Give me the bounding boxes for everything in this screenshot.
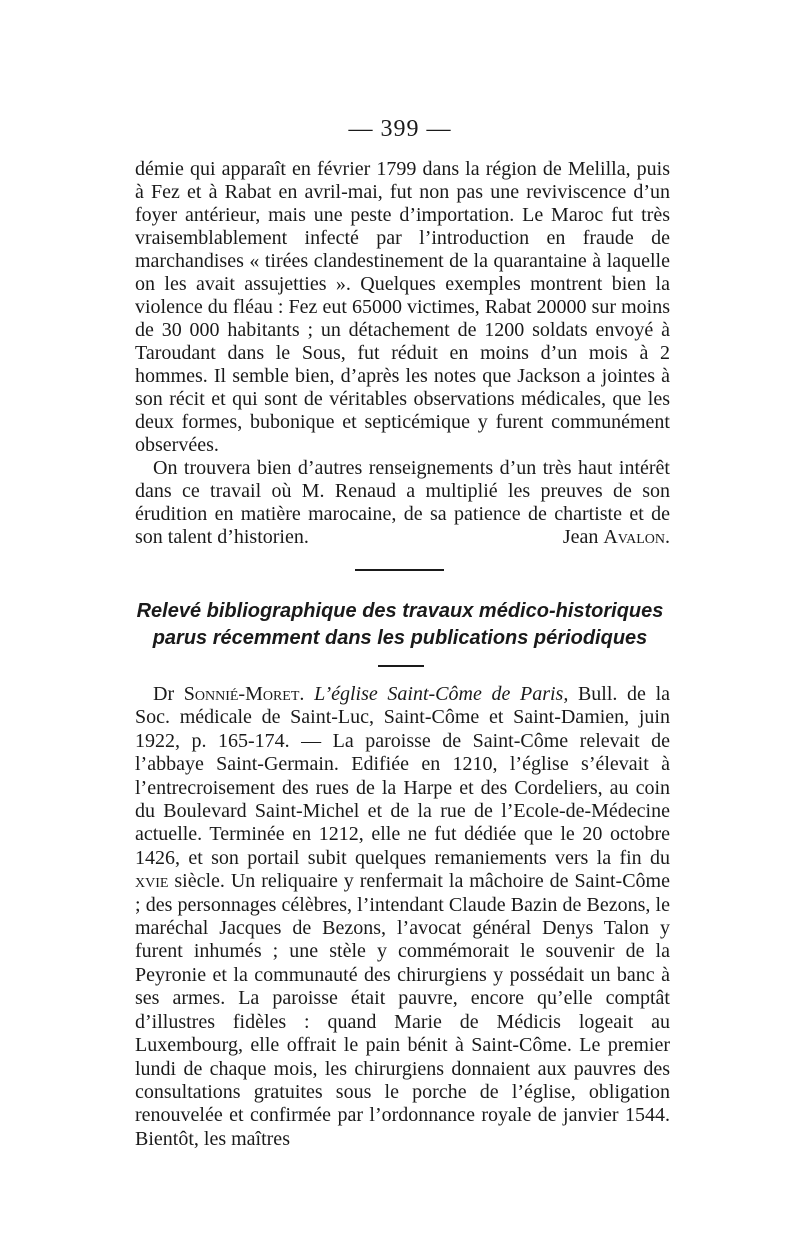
signature-first-name: Jean xyxy=(562,526,599,548)
section-divider-rule xyxy=(355,569,444,571)
bibliography-entry xyxy=(135,683,670,1151)
review-signature xyxy=(545,526,670,549)
signature-last-name: Avalon. xyxy=(603,526,670,548)
section-title xyxy=(100,598,700,652)
entry-author xyxy=(153,683,304,705)
author-prefix: Dr xyxy=(153,683,175,705)
section-title-line-2: parus récemment dans les publications périodiques xyxy=(152,627,648,649)
title-underline-rule xyxy=(378,665,424,667)
review-conclusion xyxy=(135,158,670,549)
article-title: L’église Saint-Côme de Paris, xyxy=(314,683,569,705)
entry-text-a: — La paroisse de Saint-Côme relevait de l’abbaye Saint-Germain. Edifiée en 1210, l’église s’élevait à l’entrecroisement des rues de la Harpe et des Cordeliers, au coin du Boulevard Saint-Michel et de la rue de l’Ecole-de-Médecine actuelle. Terminée en 1212, elle ne fut dédiée que le 20 octobre 1426, et son portail subit quelques remaniements vers la fin du xyxy=(135,729,670,869)
section-title-line-1: Relevé bibliographique des travaux médico-historiques xyxy=(136,600,664,622)
review-paragraph-2 xyxy=(135,457,670,549)
century-numeral: xvie xyxy=(135,870,169,893)
review-paragraph-2-text: On trouvera bien d’autres renseignements d’un très haut intérêt dans ce travail où M. Renaud a multiplié les preuves de son érudition en matière marocaine, de sa patience de chartiste et de son talent d’historien. xyxy=(135,457,670,548)
entry-paragraph xyxy=(135,683,670,1151)
page-number: — 399 — xyxy=(348,116,452,142)
author-name: Sonnié-Moret. xyxy=(183,683,305,705)
entry-text-b: siècle. Un reliquaire y renfermait la mâchoire de Saint-Côme ; des personnages célèbres, l’intendant Claude Bazin de Bezons, le maréchal Jacques de Bezons, l’avocat général Denys Talon y furent inhumés ; une stèle y commémorait le souvenir de la Peyronie et la communauté des chirurgiens y possédait un banc à ses armes. La paroisse était pauvre, encore qu’elle comptât d’illustres fidèles : quand Marie de Médicis logeait au Luxembourg, elle offrait le pain bénit à Saint-Côme. Le premier lundi de chaque mois, les chirurgiens donnaient aux pauvres des consultations gratuites sous le porche de l’église, obligation renouvelée et confirmée par l’ordonnance royale de janvier 1544. Bientôt, les maîtres xyxy=(135,870,670,1150)
review-paragraph-1: démie qui apparaît en février 1799 dans la région de Melilla, puis à Fez et à Rabat en avril-mai, fut non pas une reviviscence d’un foyer antérieur, mais une peste d’importation. Le Maroc fut très vraisemblablement infecté par l’introduction en fraude de marchandises « tirées clandestinement de la quarantaine à laquelle on les avait assujetties ». Quelques exemples montrent bien la violence du fléau : Fez eut 65000 victimes, Rabat 20000 sur moins de 30 000 habitants ; un détachement de 1200 soldats envoyé à Taroudant dans le Sous, fut réduit en moins d’un mois à 2 hommes. Il semble bien, d’après les notes que Jackson a jointes à son récit et qui sont de véritables observations médicales, que les deux formes, bubonique et septicémique y furent communément observées. xyxy=(135,158,670,456)
entry-citation: Bull. de la Soc. médicale de Saint-Luc, Saint-Côme et Saint-Damien, juin 1922, p. 165-174. xyxy=(135,683,671,752)
